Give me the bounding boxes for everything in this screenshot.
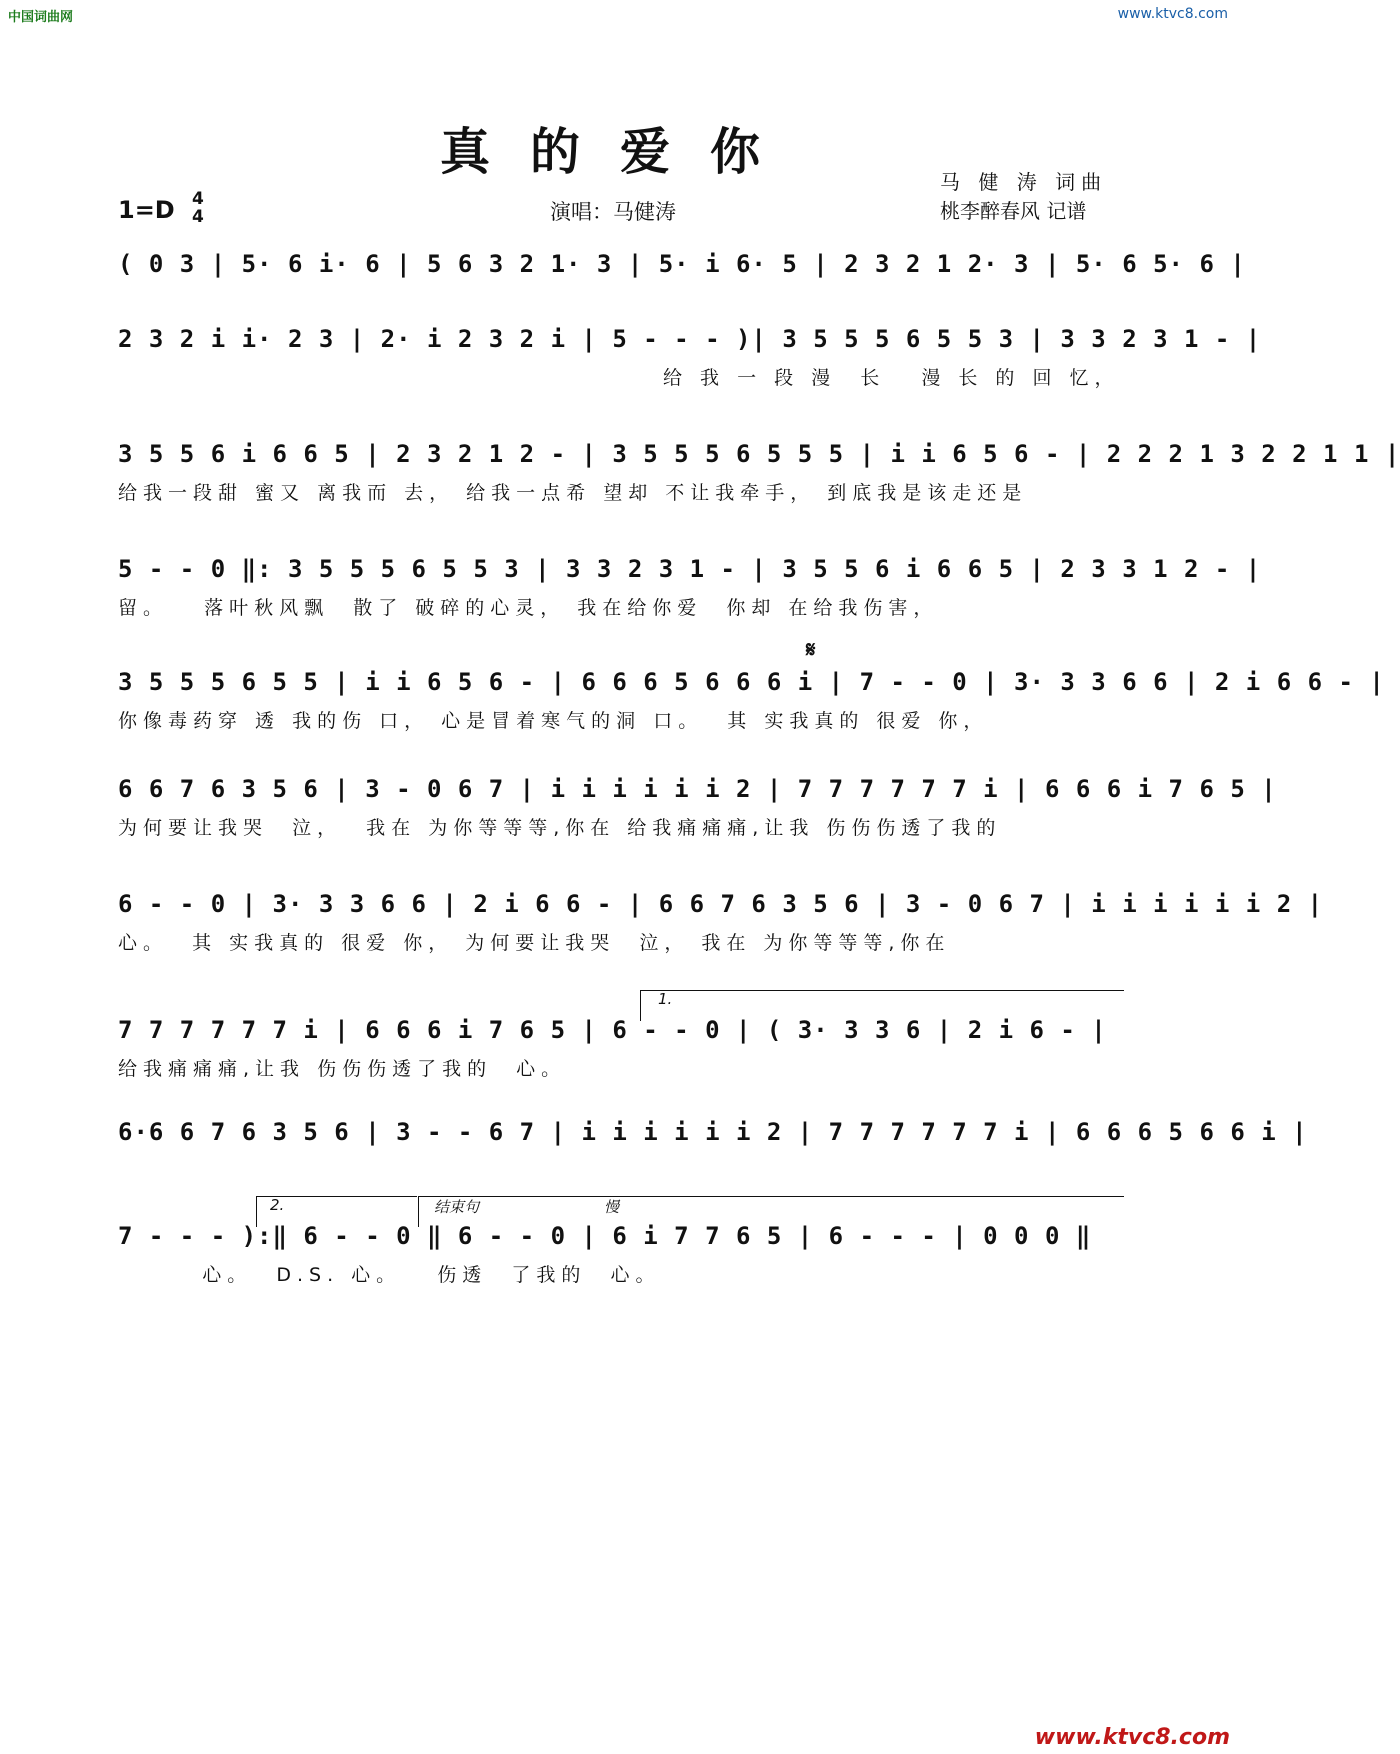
time-signature	[192, 190, 204, 226]
notation-line: 6 - - 0 | 3· 3 3 6 6 | 2 i 6 6 - | 6 6 7 6 3 5 6 | 3 - 0 6 7 | i i i i i i 2 |	[118, 890, 1324, 918]
score-system-2	[118, 325, 1262, 395]
site-logo-left[interactable]: 中国词曲网	[8, 10, 74, 25]
notation-line: 5 - - 0 ‖: 3 5 5 5 6 5 5 3 | 3 3 2 3 1 - | 3 5 5 6 i 6 6 5 | 2 3 3 1 2 - |	[118, 555, 1262, 583]
key-signature: 1=D	[118, 196, 175, 224]
segno-sign: 𝄋	[806, 638, 816, 663]
lyricist-composer-credit: 马 健 涛 词曲	[940, 170, 1108, 194]
site-logo-footer[interactable]: www.ktvc8.com	[1034, 1725, 1230, 1750]
tempo-slow-label: 慢	[604, 1198, 620, 1216]
notation-line: 2 3 2 i i· 2 3 | 2· i 2 3 2 i | 5 - - - )| 3 5 5 5 6 5 5 3 | 3 3 2 3 1 - |	[118, 325, 1262, 353]
coda-label: 结束句	[434, 1198, 480, 1216]
lyrics-line: 心。 D.S. 心。 伤透 了我的 心。	[118, 1264, 661, 1286]
time-signature-top: 4	[192, 189, 204, 209]
notation-line: 3 5 5 6 i 6 6 5 | 2 3 2 1 2 - | 3 5 5 5 6 5 5 5 | i i 6 5 6 - | 2 2 2 1 3 2 2 1 1 |	[118, 440, 1400, 468]
score-system-1	[118, 250, 1246, 290]
score-system-8	[118, 990, 1123, 1086]
score-system-7	[118, 890, 1324, 960]
score-system-3	[118, 440, 1400, 510]
site-url-right[interactable]: www.ktvc8.com	[1117, 6, 1228, 22]
score-system-9	[118, 1118, 1308, 1158]
lyrics-line: 心。 其 实我真的 很爱 你， 为何要让我哭 泣， 我在 为你等等等,你在	[118, 932, 951, 954]
lyrics-line: 给我痛痛痛,让我 伤伤伤透了我的 心。	[118, 1058, 567, 1080]
score-system-10	[118, 1196, 1123, 1292]
song-title: 真的爱你	[440, 122, 800, 181]
lyrics-line: 你像毒药穿 透 我的伤 口， 心是冒着寒气的洞 口。 其 实我真的 很爱 你，	[118, 710, 989, 732]
second-ending-label: 2.	[270, 1196, 285, 1214]
notation-line: 6·6 6 7 6 3 5 6 | 3 - - 6 7 | i i i i i i 2 | 7 7 7 7 7 7 i | 6 6 6 5 6 6 i |	[118, 1118, 1308, 1146]
notation-line: 7 7 7 7 7 7 i | 6 6 6 i 7 6 5 | 6 - - 0 | ( 3· 3 3 6 | 2 i 6 - |	[118, 1016, 1107, 1044]
notation-line: ( 0 3 | 5· 6 i· 6 | 5 6 3 2 1· 3 | 5· i 6· 5 | 2 3 2 1 2· 3 | 5· 6 5· 6 |	[118, 250, 1246, 278]
lyrics-line: 留。 落叶秋风飘 散了 破碎的心灵， 我在给你爱 你却 在给我伤害，	[118, 597, 939, 619]
time-signature-bottom: 4	[192, 207, 204, 227]
first-ending-label: 1.	[658, 990, 673, 1008]
notation-line: 7 - - - ):‖ 6 - - 0 ‖ 6 - - 0 | 6 i 7 7 6 5 | 6 - - - | 0 0 0 ‖	[118, 1222, 1092, 1250]
transcriber-credit: 桃李醉春风 记谱	[940, 199, 1087, 223]
score-system-6	[118, 775, 1277, 845]
singer-credit: 演唱：马健涛	[550, 200, 676, 224]
lyrics-line: 给我一段甜 蜜又 离我而 去， 给我一点希 望却 不让我牵手， 到底我是该走还是	[118, 482, 1028, 504]
notation-line: 6 6 7 6 3 5 6 | 3 - 0 6 7 | i i i i i i 2 | 7 7 7 7 7 7 i | 6 6 6 i 7 6 5 |	[118, 775, 1277, 803]
score-system-5	[118, 638, 1385, 738]
lyrics-line: 为何要让我哭 泣， 我在 为你等等等,你在 给我痛痛痛,让我 伤伤伤透了我的	[118, 817, 1002, 839]
notation-line: 3 5 5 5 6 5 5 | i i 6 5 6 - | 6 6 6 5 6 6 6 i | 7 - - 0 | 3· 3 3 6 6 | 2 i 6 6 - |	[118, 668, 1385, 696]
score-system-4	[118, 555, 1262, 625]
lyrics-line: 给 我 一 段 漫 长 漫 长 的 回 忆，	[663, 367, 1120, 389]
